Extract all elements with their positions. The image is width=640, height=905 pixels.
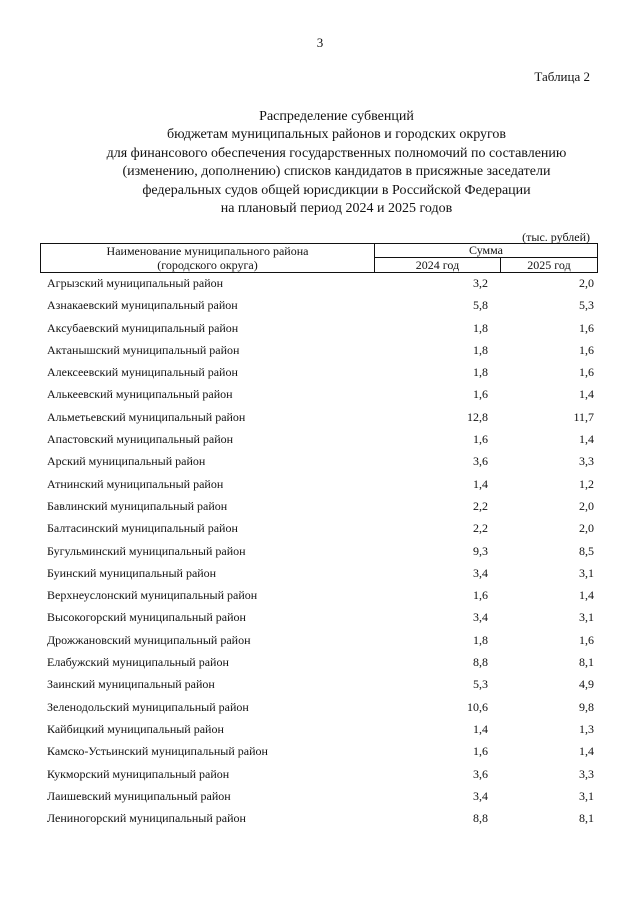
district-name: Альметьевский муниципальный район — [47, 409, 246, 424]
value-2024: 3,2 — [473, 276, 488, 290]
title-line: бюджетам муниципальных районов и городских округов — [166, 127, 507, 143]
district-name: Зеленодольский муниципальный район — [47, 699, 249, 714]
value-2024: 3,4 — [473, 788, 488, 803]
value-2025: 8,1 — [579, 811, 594, 826]
district-name: Лаишевский муниципальный район — [47, 788, 231, 803]
value-2024: 1,4 — [473, 476, 488, 491]
district-name: Елабужский муниципальный район — [47, 655, 229, 670]
table-row — [0, 431, 640, 453]
table-row — [0, 676, 640, 698]
value-2025: 2,0 — [579, 498, 594, 513]
title-line: на плановый период 2024 и 2025 годов — [220, 201, 453, 217]
table-row — [0, 587, 640, 609]
district-name: Лениногорский муниципальный район — [47, 811, 246, 826]
table-row — [0, 788, 640, 810]
district-name: Апастовский муниципальный район — [47, 432, 234, 447]
value-2025: 3,3 — [579, 454, 594, 469]
value-2025: 1,4 — [579, 588, 594, 603]
table-row — [0, 342, 640, 364]
table-row — [0, 520, 640, 542]
table-row — [0, 654, 640, 676]
value-2025: 8,1 — [579, 655, 594, 670]
value-2024: 1,6 — [473, 744, 488, 759]
table-row — [0, 721, 640, 743]
district-name: Бугульминский муниципальный район — [47, 543, 246, 558]
title-line: Распределение субвенций — [259, 109, 414, 124]
value-2024: 1,8 — [473, 632, 488, 647]
district-name: Актанышский муниципальный район — [47, 342, 240, 357]
value-2024: 1,8 — [473, 342, 488, 357]
value-2024: 8,8 — [473, 655, 488, 670]
value-2025: 1,6 — [579, 632, 594, 647]
table-row — [0, 320, 640, 342]
table-row — [0, 409, 640, 431]
value-2024: 9,3 — [473, 543, 488, 558]
value-2025: 11,7 — [573, 409, 594, 424]
district-name: Буинский муниципальный район — [47, 565, 217, 580]
value-2025: 1,4 — [579, 387, 594, 402]
value-2024: 3,4 — [473, 565, 488, 580]
title-line: федеральных судов общей юрисдикции в Российской Федерации — [142, 182, 531, 198]
value-2024: 3,4 — [473, 610, 488, 625]
value-2024: 1,4 — [473, 721, 488, 736]
table-row — [0, 810, 640, 832]
value-2024: 10,6 — [467, 699, 488, 714]
value-2024: 1,8 — [473, 365, 488, 380]
table-row — [0, 632, 640, 654]
district-name: Арский муниципальный район — [47, 454, 206, 469]
table-row — [0, 476, 640, 498]
value-2025: 1,6 — [579, 342, 594, 357]
value-2025: 5,3 — [579, 298, 594, 313]
district-name: Кукморский муниципальный район — [47, 766, 230, 781]
units-note: (тыс. рублей) — [522, 230, 590, 244]
value-2024: 1,8 — [473, 320, 488, 335]
district-name: Атнинский муниципальный район — [47, 476, 224, 491]
header-year-2024: 2024 год — [375, 258, 501, 272]
value-2024: 8,8 — [473, 811, 488, 826]
table-row — [0, 275, 640, 297]
value-2025: 3,3 — [579, 766, 594, 781]
value-2024: 5,8 — [473, 298, 488, 313]
value-2025: 3,1 — [579, 565, 594, 580]
value-2024: 12,8 — [467, 409, 488, 424]
value-2025: 4,9 — [579, 677, 594, 692]
value-2024: 1,6 — [473, 387, 488, 402]
value-2025: 2,0 — [579, 276, 594, 290]
value-2024: 3,6 — [473, 766, 488, 781]
district-name: Заинский муниципальный район — [47, 677, 215, 692]
value-2025: 9,8 — [579, 699, 594, 714]
table-row — [0, 453, 640, 475]
value-2025: 1,3 — [579, 721, 594, 736]
value-2024: 2,2 — [473, 498, 488, 513]
district-name: Кайбицкий муниципальный район — [47, 721, 224, 736]
table-row — [0, 297, 640, 319]
table-row — [0, 699, 640, 721]
district-name: Агрызский муниципальный район — [47, 276, 224, 290]
header-name-line2: (городского округа) — [157, 257, 258, 272]
district-name: Азнакаевский муниципальный район — [47, 298, 238, 313]
table-row — [0, 609, 640, 631]
value-2024: 2,2 — [473, 521, 488, 536]
table-row — [0, 766, 640, 788]
table-header — [40, 243, 598, 273]
table-label: Таблица 2 — [534, 69, 590, 84]
page-number: 3 — [316, 35, 324, 50]
value-2025: 1,4 — [579, 432, 594, 447]
district-name: Бавлинский муниципальный район — [47, 498, 228, 513]
district-name: Дрожжановский муниципальный район — [47, 632, 251, 647]
district-name: Алькеевский муниципальный район — [47, 387, 233, 402]
value-2024: 1,6 — [473, 432, 488, 447]
district-name: Алексеевский муниципальный район — [47, 365, 238, 380]
title-line: (изменению, дополнению) списков кандидатов в присяжные заседатели — [122, 164, 551, 180]
value-2024: 5,3 — [473, 677, 488, 692]
value-2025: 2,0 — [579, 521, 594, 536]
table-row — [0, 565, 640, 587]
table-row — [0, 743, 640, 765]
table-row — [0, 543, 640, 565]
document-title — [40, 108, 633, 218]
title-line: для финансового обеспечения государственных полномочий по составлению — [106, 145, 567, 161]
table-body — [0, 275, 640, 832]
value-2025: 3,1 — [579, 788, 594, 803]
district-name: Камско-Устьинский муниципальный район — [47, 744, 268, 759]
table-row — [0, 498, 640, 520]
header-year-2025: 2025 год — [527, 258, 571, 272]
district-name: Аксубаевский муниципальный район — [47, 320, 239, 335]
district-name: Балтасинский муниципальный район — [47, 521, 238, 536]
value-2025: 1,6 — [579, 320, 594, 335]
value-2025: 1,6 — [579, 365, 594, 380]
value-2025: 1,2 — [579, 476, 594, 491]
table-row — [0, 386, 640, 408]
value-2025: 1,4 — [579, 744, 594, 759]
value-2024: 3,6 — [473, 454, 488, 469]
value-2024: 1,6 — [473, 588, 488, 603]
header-sum: Сумма — [375, 244, 597, 258]
value-2025: 8,5 — [579, 543, 594, 558]
district-name: Высокогорский муниципальный район — [47, 610, 246, 625]
value-2025: 3,1 — [579, 610, 594, 625]
header-name-cell — [41, 244, 375, 272]
table-row — [0, 364, 640, 386]
district-name: Верхнеуслонский муниципальный район — [47, 588, 258, 603]
header-name-line1: Наименование муниципального района — [106, 244, 309, 258]
